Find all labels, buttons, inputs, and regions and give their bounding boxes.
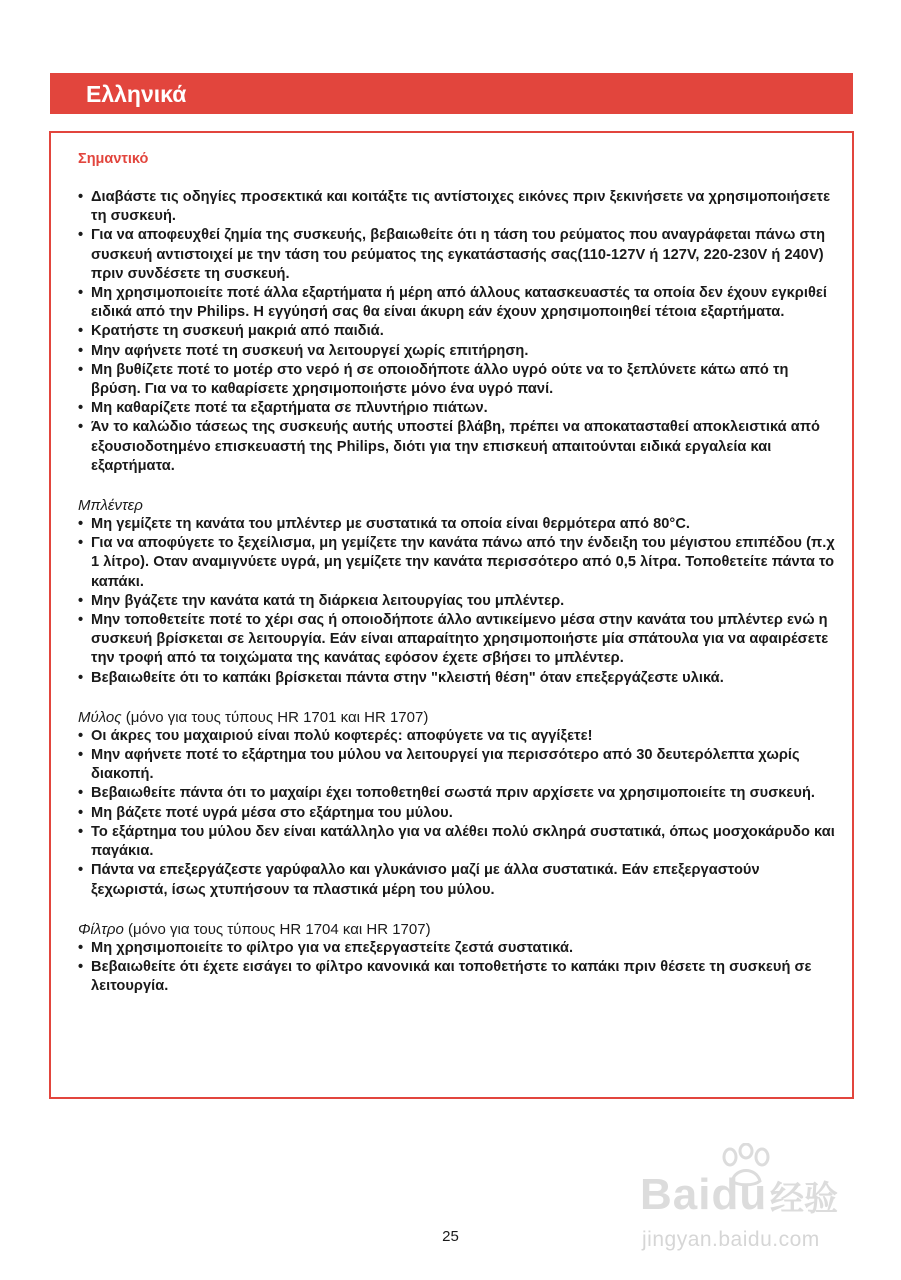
blender-heading [78, 496, 838, 515]
list-item: • Μη χρησιμοποιείτε ποτέ άλλα εξαρτήματα ή μέρη από άλλους κατασκευαστές τα οποία δεν έχουν εγκριθεί ειδικά από την Philips. Η εγγύησή σας θα είναι άκυρη εάν έχουν χρησιμοποιηθεί τέτοια εξαρτήματα. [78, 284, 838, 322]
filter-note: (μόνο για τους τύπους HR 1704 και HR 1707) [123, 920, 431, 938]
list-item: • Για να αποφύγετε το ξεχείλισμα, μη γεμίζετε την κανάτα πάνω από την ένδειξη του μέγιστου επιπέδου (π.χ 1 λίτρο). Οταν αναμιγνύετε υγρά, μη γεμίζετε την κανάτα περισσότερο από 0,5 λίτρα. Τοποθετείτε πάντα το καπάκι. [78, 534, 838, 592]
list-item: • Μην βγάζετε την κανάτα κατά τη διάρκεια λειτουργίας του μπλέντερ. [78, 592, 838, 611]
filter-heading [78, 920, 838, 939]
list-item: • Βεβαιωθείτε ότι έχετε εισάγει το φίλτρο κανονικά και τοποθετήστε το καπάκι πριν θέσετε τη συσκευή σε λειτουργία. [78, 958, 838, 996]
watermark-brand: Baidu [640, 1170, 768, 1219]
list-item: • Διαβάστε τις οδηγίες προσεκτικά και κοιτάξτε τις αντίστοιχες εικόνες πριν ξεκινήσετε να χρησιμοποιήσετε τη συσκευή. [78, 188, 838, 226]
list-item: • Μη βάζετε ποτέ υγρά μέσα στο εξάρτημα του μύλου. [78, 804, 838, 823]
mill-heading [78, 708, 838, 727]
list-item: • Οι άκρες του μαχαιριού είναι πολύ κοφτερές: αποφύγετε να τις αγγίξετε! [78, 727, 838, 746]
blender-title: Μπλέντερ [78, 497, 143, 515]
page-number: 25 [442, 1228, 459, 1245]
watermark-url: jingyan.baidu.com [642, 1228, 820, 1251]
watermark-brand-cn: 经验 [770, 1180, 838, 1218]
list-item: • Βεβαιωθείτε ότι το καπάκι βρίσκεται πάντα στην "κλειστή θέση" όταν επεξεργάζεστε υλικά. [78, 669, 838, 688]
list-item: • Πάντα να επεξεργάζεστε γαρύφαλλο και γλυκάνισο μαζί με άλλα συστατικά. Εάν επεξεργαστούν ξεχωριστά, ίσως χτυπήσουν τα πλαστικά μέρη του μύλου. [78, 861, 838, 899]
list-item: • Μη καθαρίζετε ποτέ τα εξαρτήματα σε πλυντήριο πιάτων. [78, 399, 838, 418]
list-item: • Βεβαιωθείτε πάντα ότι το μαχαίρι έχει τοποθετηθεί σωστά πριν αρχίσετε να χρησιμοποιείτε τη συσκευή. [78, 784, 838, 803]
list-item: • Μη γεμίζετε τη κανάτα του μπλέντερ με συστατικά τα οποία είναι θερμότερα από 80°C. [78, 515, 838, 534]
mill-note: (μόνο για τους τύπους HR 1701 και HR 1707) [121, 708, 429, 726]
baidu-watermark [640, 1143, 860, 1273]
list-item: • Μη χρησιμοποιείτε το φίλτρο για να επεξεργαστείτε ζεστά συστατικά. [78, 939, 838, 958]
list-item: • Άν το καλώδιο τάσεως της συσκευής αυτής υποστεί βλάβη, πρέπει να αποκατασταθεί αποκλειστικά από εξουσιοδοτημένο επισκευαστή της Philips, διότι για την επισκευή απαιτούνται ειδικά εργαλεία και εξαρτήματα. [78, 418, 838, 476]
important-heading: Σημαντικό [78, 151, 149, 167]
list-item: • Μην αφήνετε ποτέ τη συσκευή να λειτουργεί χωρίς επιτήρηση. [78, 342, 838, 361]
filter-list [78, 939, 838, 997]
mill-title: Μύλος [78, 708, 122, 726]
list-item: • Μην αφήνετε ποτέ το εξάρτημα του μύλου να λειτουργεί για περισσότερο από 30 δευτερόλεπτα χωρίς διακοπή. [78, 746, 838, 784]
blender-list [78, 515, 838, 688]
list-item: • Το εξάρτημα του μύλου δεν είναι κατάλληλο για να αλέθει πολύ σκληρά συστατικά, όπως μοσχοκάρυδο και παγάκια. [78, 823, 838, 861]
important-list [78, 188, 838, 476]
language-title: Ελληνικά [86, 81, 187, 107]
list-item: • Μη βυθίζετε ποτέ το μοτέρ στο νερό ή σε οποιοδήποτε άλλο υγρό ούτε να το ξεπλύνετε κάτω από τη βρύση. Για να το καθαρίσετε χρησιμοποιήστε μόνο ένα υγρό πανί. [78, 361, 838, 399]
list-item: • Για να αποφευχθεί ζημία της συσκευής, βεβαιωθείτε ότι η τάση του ρεύματος που αναγράφεται πάνω στη συσκευή αντιστοιχεί με την τάση του ρεύματος της εγκατάστασής σας(110-127V ή 127V, 220-230V ή 240V) πριν συνδέσετε τη συσκευή. [78, 226, 838, 284]
page-content [78, 150, 838, 996]
list-item: • Μην τοποθετείτε ποτέ το χέρι σας ή οποιοδήποτε άλλο αντικείμενο μέσα στην κανάτα του μπλέντερ ενώ η συσκευή βρίσκεται σε λειτουργία. Εάν είναι απαραίτητο χρησιμοποιήστε μία σπάτουλα για να αφαιρέσετε την τροφή από τα τοιχώματα της κανάτας εφόσον έχετε σβήσει το μπλέντερ. [78, 611, 838, 669]
list-item: • Κρατήστε τη συσκευή μακριά από παιδιά. [78, 322, 838, 341]
mill-list [78, 727, 838, 900]
filter-title: Φίλτρο [78, 920, 124, 938]
